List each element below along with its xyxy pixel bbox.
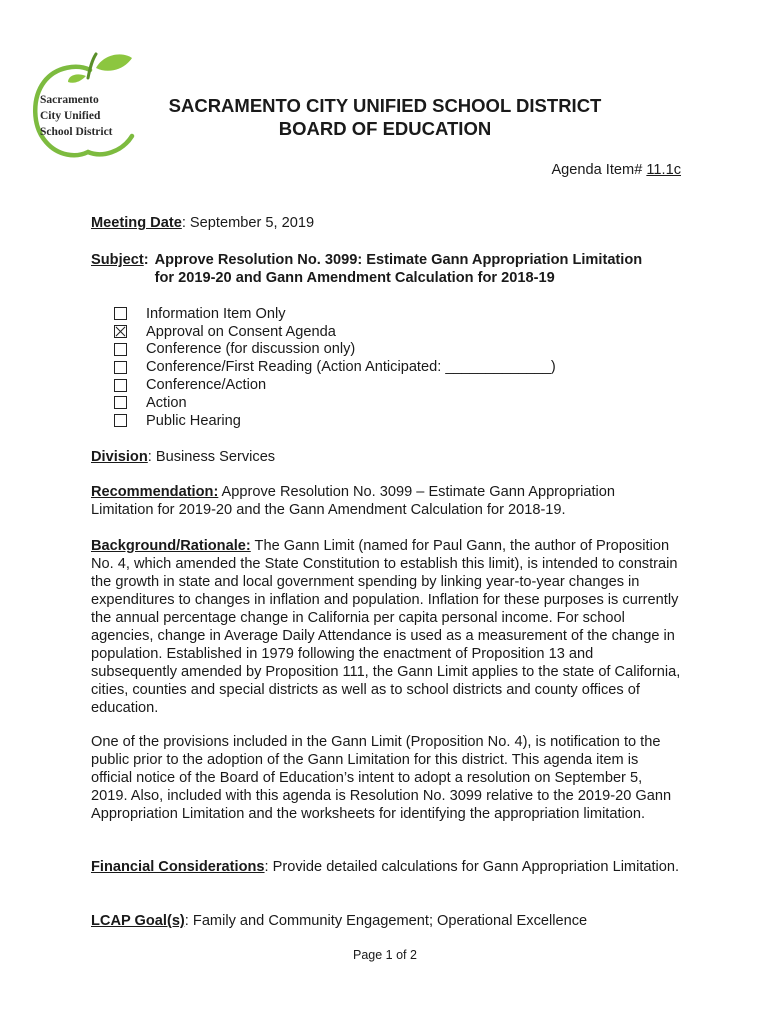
checkbox-label: Public Hearing	[146, 412, 241, 429]
check-row[interactable]	[114, 376, 556, 394]
recommendation-text: Approve Resolution No. 3099 – Estimate Gann Appropriation Limitation for 2019-20 and the Gann Amendment Calculation for 2018-19.	[91, 484, 616, 518]
logo-line-3: School District	[40, 126, 113, 138]
checkbox-public-hearing[interactable]	[114, 414, 127, 427]
checkbox-label: Conference/First Reading (Action Anticipated: _____________)	[146, 359, 556, 376]
subject-line-1: Approve Resolution No. 3099: Estimate Gann Appropriation Limitation	[154, 252, 643, 268]
check-row[interactable]	[114, 394, 556, 412]
agenda-type-checklist	[114, 305, 556, 430]
checkbox-label: Approval on Consent Agenda	[146, 323, 336, 340]
logo-line-1: Sacramento	[40, 94, 99, 106]
provisions-text: One of the provisions included in the Gann Limit (Proposition No. 4), is notification to the public prior to the adoption of the Gann Limitation for this district. This agenda item is official notice of the Board of Education’s intent to adopt a resolution on September 5, 2019. Also, included with this agenda is Resolution No. 3099 relative to the 2019-20 Gann Appropriation Limitation and the worksheets for identifying the appropriation limitation.	[91, 734, 672, 822]
checkbox-action[interactable]	[114, 396, 127, 409]
subject-line-2: for 2019-20 and Gann Amendment Calculation for 2018-19	[154, 270, 555, 286]
checkbox-first-reading[interactable]	[114, 361, 127, 374]
agenda-label: Agenda Item#	[551, 162, 647, 178]
checkbox-consent-agenda[interactable]	[114, 325, 127, 338]
page-number: Page 1 of 2	[353, 948, 417, 962]
document-title	[150, 94, 620, 140]
lcap-goals	[91, 912, 681, 930]
check-row[interactable]	[114, 305, 556, 323]
check-row[interactable]	[114, 358, 556, 376]
financial-considerations	[91, 858, 681, 876]
checkbox-label: Information Item Only	[146, 305, 286, 322]
checkbox-label: Conference (for discussion only)	[146, 341, 356, 358]
recommendation-label: Recommendation:	[91, 484, 219, 500]
title-line-2: BOARD OF EDUCATION	[278, 118, 492, 139]
background-label: Background/Rationale:	[91, 538, 251, 554]
division	[91, 448, 681, 466]
background-text: The Gann Limit (named for Paul Gann, the author of Proposition No. 4, which amended the State Constitution to establish this limit), is intended to constrain the growth in state and local government spending by linking year-to-year changes in expenditures to changes in inflation and population. Inflation for these purposes is currently the annual percentage change in California per capita personal income. For school agencies, change in Average Daily Attendance is used as a measurement of the change in population. Established in 1979 following the enactment of Proposition 13 and subsequently amended by Proposition 111, the Gann Limit applies to the state of California, cities, counties and special districts as well as to school districts and county offices of education.	[91, 538, 681, 716]
meeting-date-value: : September 5, 2019	[181, 215, 315, 231]
provisions-paragraph	[91, 733, 681, 823]
meeting-date-label: Meeting Date	[91, 215, 182, 231]
division-value: : Business Services	[147, 449, 276, 465]
subject-label: Subject	[91, 252, 144, 268]
division-label: Division	[91, 449, 148, 465]
lcap-label: LCAP Goal(s)	[91, 913, 185, 929]
checkbox-information-item[interactable]	[114, 307, 127, 320]
agenda-number: 11.1c	[646, 162, 681, 178]
logo-line-2: City Unified	[40, 110, 101, 122]
district-logo	[28, 52, 140, 160]
financial-label: Financial Considerations	[91, 859, 265, 875]
lcap-text: : Family and Community Engagement; Operational Excellence	[184, 913, 588, 929]
checkbox-label: Conference/Action	[146, 377, 267, 394]
subject-colon: :	[143, 252, 149, 268]
check-row[interactable]	[114, 323, 556, 341]
background-rationale	[91, 537, 681, 717]
subject	[91, 251, 681, 287]
checkbox-conference-action[interactable]	[114, 379, 127, 392]
check-row[interactable]	[114, 341, 556, 359]
check-row[interactable]	[114, 412, 556, 430]
financial-text: : Provide detailed calculations for Gann Appropriation Limitation.	[264, 859, 680, 875]
checkbox-label: Action	[146, 394, 187, 411]
agenda-item	[551, 162, 681, 178]
logo-text	[40, 92, 140, 140]
recommendation	[91, 483, 681, 519]
meeting-date	[91, 214, 681, 232]
title-line-1: SACRAMENTO CITY UNIFIED SCHOOL DISTRICT	[168, 95, 602, 116]
checkbox-conference[interactable]	[114, 343, 127, 356]
